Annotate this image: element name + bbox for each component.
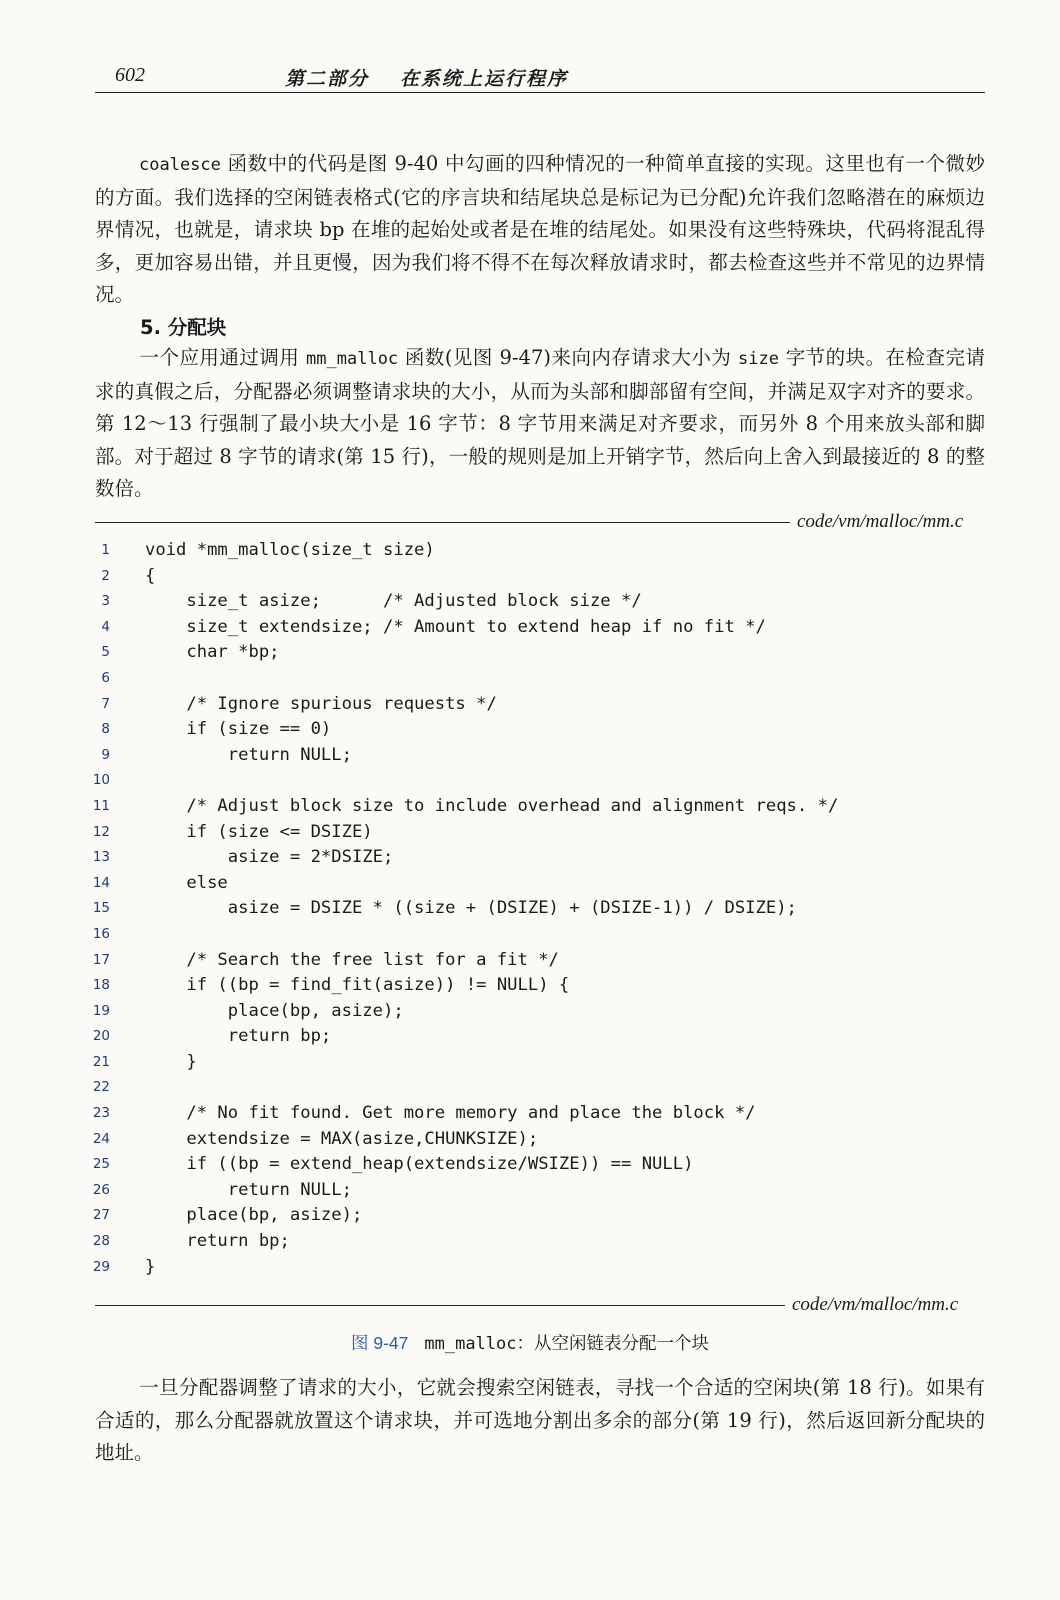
paragraph-text: 字节的块。在检查完请求的真假之后，分配器必须调整请求块的大小，从而为头部和脚部留有空间，并满足双字对齐的要求。第 12～13 行强制了最小块大小是 16 字节：8 字节用来满足对齐要求，而另外 8 个用来放头部和脚部。对于超过 8 字节的请求(第 15 行)，一般的规则是加上开销字节，然后向上舍入到最接近的 8 的整数倍。 bbox=[95, 346, 985, 500]
code-line bbox=[90, 1255, 990, 1281]
code-text: } bbox=[145, 1256, 156, 1277]
paragraph-coalesce bbox=[95, 148, 985, 312]
line-number: 2 bbox=[101, 567, 110, 584]
line-number: 12 bbox=[92, 823, 110, 840]
line-number: 6 bbox=[101, 669, 110, 686]
code-line bbox=[90, 1203, 990, 1229]
code-listing bbox=[90, 538, 990, 1280]
inline-code-size: size bbox=[738, 349, 779, 369]
code-text: place(bp, asize); bbox=[145, 1205, 363, 1226]
code-text: size_t asize; /* Adjusted block size */ bbox=[145, 591, 642, 612]
line-number: 27 bbox=[92, 1207, 110, 1224]
code-line bbox=[90, 640, 990, 666]
section-heading: 5. 分配块 bbox=[140, 316, 227, 339]
running-header bbox=[95, 60, 985, 93]
line-number: 5 bbox=[101, 644, 110, 661]
code-text: /* Ignore spurious requests */ bbox=[145, 693, 497, 714]
code-text: return bp; bbox=[145, 1231, 290, 1252]
code-text: size_t extendsize; /* Amount to extend heap if no fit */ bbox=[145, 616, 766, 637]
code-text: if (size == 0) bbox=[145, 719, 332, 740]
page-number: 602 bbox=[115, 64, 145, 86]
line-number: 22 bbox=[92, 1079, 110, 1096]
code-text: else bbox=[145, 872, 228, 893]
code-line bbox=[90, 538, 990, 564]
code-line bbox=[90, 948, 990, 974]
code-text: if (size <= DSIZE) bbox=[145, 821, 373, 842]
line-number: 11 bbox=[92, 797, 110, 814]
code-text: return bp; bbox=[145, 1026, 332, 1047]
line-number: 19 bbox=[92, 1002, 110, 1019]
paragraph-allocate bbox=[95, 342, 985, 506]
code-line bbox=[90, 820, 990, 846]
line-number: 18 bbox=[92, 977, 110, 994]
code-line bbox=[90, 615, 990, 641]
figure-caption bbox=[0, 1330, 1060, 1355]
caption-code: mm_malloc bbox=[424, 1334, 517, 1354]
code-text: /* No fit found. Get more memory and place the block */ bbox=[145, 1103, 756, 1124]
code-text: asize = 2*DSIZE; bbox=[145, 847, 394, 868]
code-line bbox=[90, 564, 990, 590]
code-line bbox=[90, 1075, 990, 1101]
line-number: 13 bbox=[92, 849, 110, 866]
code-line bbox=[90, 794, 990, 820]
code-text: asize = DSIZE * ((size + (DSIZE) + (DSIZE-1)) / DSIZE); bbox=[145, 898, 797, 919]
line-number: 17 bbox=[92, 951, 110, 968]
paragraph-text: 函数中的代码是图 9-40 中勾画的四种情况的一种简单直接的实现。这里也有一个微妙的方面。我们选择的空闲链表格式(它的序言块和结尾块总是标记为已分配)允许我们忽略潜在的麻烦边界情况，也就是，请求块 bp 在堆的起始处或者是在堆的结尾处。如果没有这些特殊块，代码将混乱得多，更加容易出错，并且更慢，因为我们将不得不在每次释放请求时，都去检查这些并不常见的边界情况。 bbox=[95, 152, 985, 306]
code-line bbox=[90, 1178, 990, 1204]
caption-text: ：从空闲链表分配一个块 bbox=[516, 1334, 709, 1354]
line-number: 16 bbox=[92, 925, 110, 942]
line-number: 3 bbox=[101, 593, 110, 610]
line-number: 1 bbox=[101, 542, 110, 558]
line-number: 7 bbox=[101, 695, 110, 712]
code-text: /* Search the free list for a fit */ bbox=[145, 949, 559, 970]
line-number: 10 bbox=[92, 772, 110, 789]
code-line bbox=[90, 999, 990, 1025]
code-path-bottom: code/vm/malloc/mm.c bbox=[792, 1294, 959, 1315]
line-number: 4 bbox=[101, 618, 110, 635]
code-line bbox=[90, 1152, 990, 1178]
code-text: { bbox=[145, 565, 156, 586]
figure-number: 图 9-47 bbox=[350, 1333, 409, 1353]
code-path-top: code/vm/malloc/mm.c bbox=[797, 511, 964, 532]
code-text: } bbox=[145, 1051, 197, 1072]
line-number: 14 bbox=[92, 874, 110, 891]
paragraph-text: 一个应用通过调用 bbox=[139, 346, 300, 369]
code-text: return NULL; bbox=[145, 744, 352, 765]
code-text: /* Adjust block size to include overhead and alignment reqs. */ bbox=[145, 795, 839, 816]
line-number: 21 bbox=[92, 1053, 110, 1070]
line-number: 29 bbox=[92, 1258, 110, 1275]
line-number: 9 bbox=[101, 746, 110, 763]
line-number: 28 bbox=[92, 1233, 110, 1250]
part-title: 第二部分 bbox=[285, 69, 370, 90]
inline-code-mm-malloc: mm_malloc bbox=[306, 349, 399, 369]
code-line bbox=[90, 973, 990, 999]
code-line bbox=[90, 692, 990, 718]
line-number: 24 bbox=[92, 1130, 110, 1147]
code-line bbox=[90, 666, 990, 692]
code-line bbox=[90, 1024, 990, 1050]
paragraph-search bbox=[95, 1372, 985, 1470]
code-line bbox=[90, 768, 990, 794]
inline-code-coalesce: coalesce bbox=[139, 155, 221, 175]
code-top-rule bbox=[95, 522, 790, 523]
line-number: 26 bbox=[92, 1181, 110, 1198]
code-line bbox=[90, 717, 990, 743]
code-line bbox=[90, 896, 990, 922]
code-text: if ((bp = find_fit(asize)) != NULL) { bbox=[145, 975, 570, 996]
paragraph-text: 函数(见图 9-47)来向内存请求大小为 bbox=[404, 346, 732, 369]
code-line bbox=[90, 1127, 990, 1153]
line-number: 8 bbox=[101, 721, 110, 738]
code-text: void *mm_malloc(size_t size) bbox=[145, 540, 435, 560]
code-text: place(bp, asize); bbox=[145, 1000, 404, 1021]
code-text: char *bp; bbox=[145, 642, 280, 663]
line-number: 23 bbox=[92, 1105, 110, 1122]
code-bottom-rule bbox=[95, 1305, 785, 1306]
line-number: 15 bbox=[92, 900, 110, 917]
code-line bbox=[90, 922, 990, 948]
code-line bbox=[90, 743, 990, 769]
code-line bbox=[90, 589, 990, 615]
code-text: if ((bp = extend_heap(extendsize/WSIZE)) == NULL) bbox=[145, 1154, 694, 1175]
chapter-title: 在系统上运行程序 bbox=[400, 69, 569, 90]
code-text: extendsize = MAX(asize,CHUNKSIZE); bbox=[145, 1128, 539, 1149]
paragraph-text: 一旦分配器调整了请求的大小，它就会搜索空闲链表，寻找一个合适的空闲块(第 18 行)。如果有合适的，那么分配器就放置这个请求块，并可选地分割出多余的部分(第 19 行)，然后返回新分配块的地址。 bbox=[95, 1376, 985, 1464]
code-line bbox=[90, 1229, 990, 1255]
line-number: 20 bbox=[92, 1028, 110, 1045]
code-line bbox=[90, 1050, 990, 1076]
code-line bbox=[90, 845, 990, 871]
code-line bbox=[90, 871, 990, 897]
line-number: 25 bbox=[92, 1156, 110, 1173]
code-text: return NULL; bbox=[145, 1179, 352, 1200]
code-line bbox=[90, 1101, 990, 1127]
